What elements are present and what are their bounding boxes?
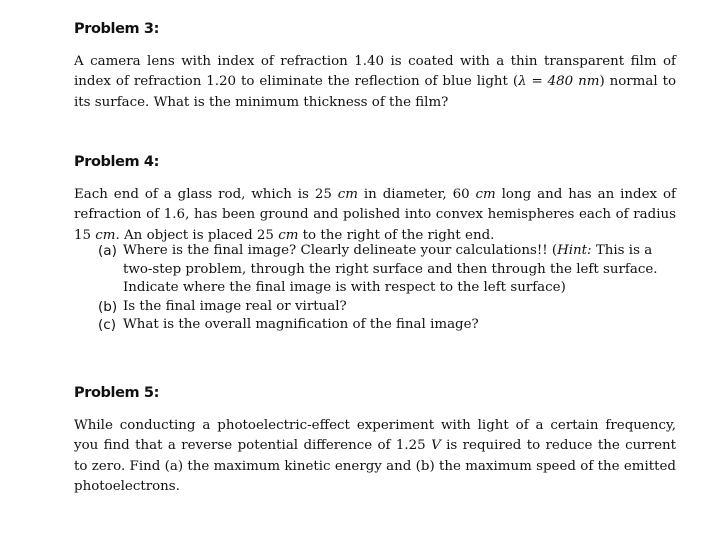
list-item [98,298,676,317]
problem-3-heading: Problem 3: [74,21,159,37]
part-a-text-a: Where is the final image? Clearly delineate your calculations!! ( [123,243,558,258]
unit-cm: cm [475,187,496,202]
unit-cm: cm [95,227,116,243]
hint-label: Hint: [557,243,592,258]
part-b-text: Is the final image real or virtual? [123,298,347,314]
problem-4-parts-list [98,242,676,335]
problem-5-text [74,416,676,498]
part-a-marker: (a) [98,243,117,259]
unit-volt: V [431,438,441,454]
problem-5-text-part-a: While conducting a photoelectric-effect experiment with light of a certain frequency, you find that a reverse potential difference of 1.25 [74,418,676,454]
part-b-marker: (b) [98,298,118,315]
problem-5-heading: Problem 5: [74,385,159,401]
problem-3-text-part-b: ) normal to its surface. What is the minimum thickness of the film? [74,74,677,110]
problem-4-heading: Problem 4: [74,154,159,170]
unit-cm: cm [337,187,358,202]
problem-3-text-part-a: A camera lens with index of refraction 1.40 is coated with a thin transparent film of index of refraction 1.20 to eliminate the reflection of blue light ( [74,54,676,90]
problem-3-text [74,52,676,113]
wavelength-expression: λ = 480 nm [518,74,600,90]
problem-4-intro-part-e: to the right of the right end. [298,227,495,243]
problem-4-intro-part-d: . An object is placed 25 [115,227,279,243]
problem-4-intro [74,185,676,246]
problem-4-intro-part-c: long and has an index of refraction of 1.6, has been ground and polished into convex hemispheres each of radius 15 [74,187,676,243]
list-item [98,316,676,335]
problem-5-text-part-b: is required to reduce the current to zero. Find (a) the maximum kinetic energy and (b) the maximum speed of the emitted photoelectrons. [74,438,677,495]
problem-4-intro-part-a: Each end of a glass rod, which is 25 [74,187,338,202]
unit-cm: cm [278,227,299,243]
problem-4-intro-part-b: in diameter, 60 [357,187,476,202]
part-a-text-b: This is a two-step problem, through the right surface and then through the left surface. Indicate where the final image is with respect to the left surface) [123,243,658,296]
part-c-marker: (c) [98,317,117,334]
list-item [98,242,676,298]
part-c-text: What is the overall magnification of the final image? [123,317,479,333]
